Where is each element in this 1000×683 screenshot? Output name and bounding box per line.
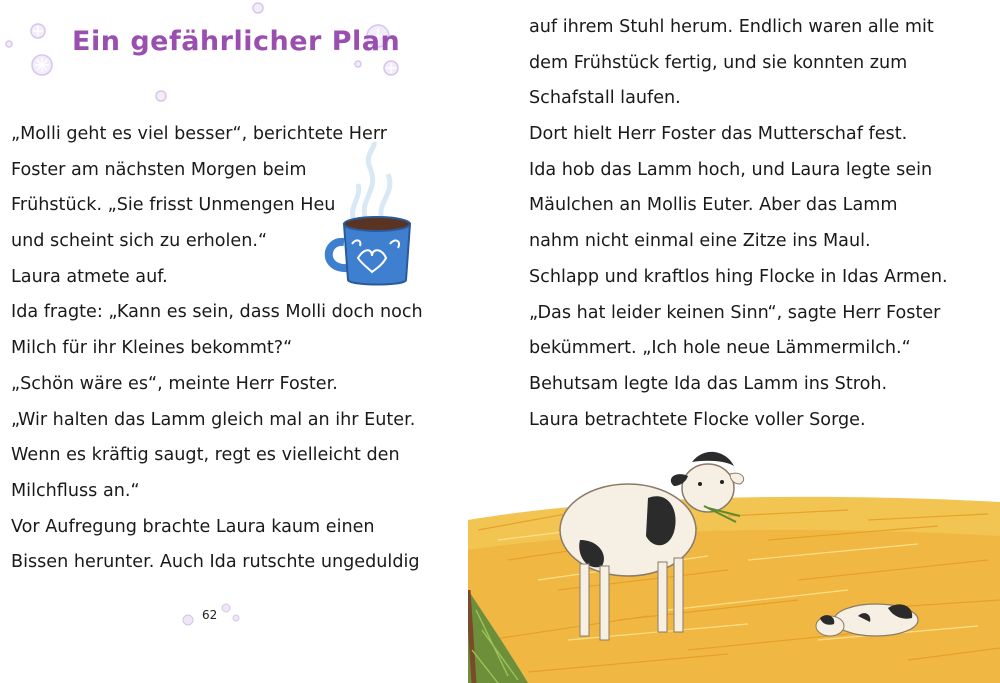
text-line: und scheint sich zu erholen.“ — [11, 231, 268, 252]
page-title: Ein gefährlicher Plan — [72, 26, 401, 57]
text-line: Laura betrachtete Flocke voller Sorge. — [529, 409, 866, 430]
text-line: Schlapp und kraftlos hing Flocke in Idas Armen. — [529, 266, 948, 287]
text-line: Ida hob das Lamm hoch, und Laura legte sein — [529, 159, 933, 180]
sheep-and-lamb-illustration — [468, 440, 1000, 683]
text-line: „Wir halten das Lamm gleich mal an ihr Euter. — [11, 409, 416, 430]
page-number: 62 — [202, 608, 218, 622]
page-number-area — [180, 602, 250, 632]
text-line: Milch für ihr Kleines bekommt?“ — [11, 338, 293, 359]
text-line: Mäulchen an Mollis Euter. Aber das Lamm — [529, 195, 898, 216]
right-page — [468, 0, 1000, 683]
text-line: Vor Aufregung brachte Laura kaum einen — [11, 516, 375, 537]
text-line: „Molli geht es viel besser“, berichtete Herr — [11, 124, 388, 144]
text-line: Bissen herunter. Auch Ida rutschte ungeduldig — [11, 552, 420, 573]
text-line: Milchfluss an.“ — [11, 480, 140, 501]
text-line: Wenn es kräftig saugt, regt es vielleicht den — [11, 445, 400, 466]
text-line: „Das hat leider keinen Sinn“, sagte Herr Foster — [529, 302, 941, 323]
text-line: Dort hielt Herr Foster das Mutterschaf fest. — [529, 124, 908, 145]
text-line: Behutsam legte Ida das Lamm ins Stroh. — [529, 373, 888, 394]
title-area — [0, 0, 468, 110]
text-line: bekümmert. „Ich hole neue Lämmermilch.“ — [529, 338, 911, 359]
text-line: Schafstall laufen. — [529, 88, 681, 109]
text-line: Frühstück. „Sie frisst Unmengen Heu — [11, 195, 336, 216]
left-page — [0, 0, 468, 683]
left-text-block — [11, 119, 423, 583]
text-line: Laura atmete auf. — [11, 266, 168, 287]
text-line: Foster am nächsten Morgen beim — [11, 159, 307, 180]
text-line: dem Frühstück fertig, und sie konnten zum — [529, 52, 908, 73]
text-line: nahm nicht einmal eine Zitze ins Maul. — [529, 231, 871, 252]
text-line: „Schön wäre es“, meinte Herr Foster. — [11, 373, 338, 394]
text-line: Ida fragte: „Kann es sein, dass Molli doch noch — [11, 302, 423, 323]
text-line: auf ihrem Stuhl herum. Endlich waren alle mit — [529, 17, 934, 37]
right-text-block — [529, 12, 948, 440]
